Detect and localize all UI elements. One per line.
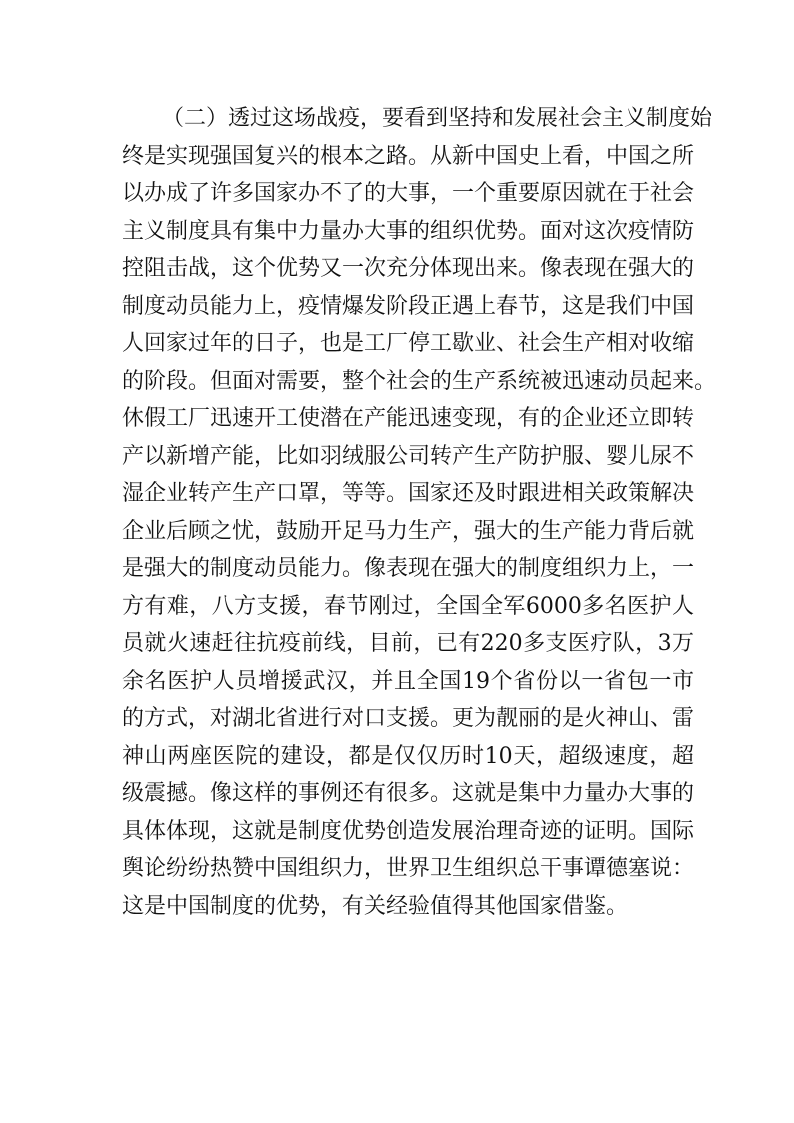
paragraph-line: 舆论纷纷热赞中国组织力，世界卫生组织总干事谭德塞说：	[122, 856, 695, 881]
paragraph-line: 余名医护人员增援武汉，并且全国19个省份以一省包一市	[122, 668, 694, 694]
paragraph-line: 方有难，八方支援，春节刚过，全国全军6000多名医护人	[122, 593, 694, 619]
paragraph-line: 级震撼。像这样的事例还有很多。这就是集中力量办大事的	[122, 781, 695, 806]
paragraph-line: 员就火速赶往抗疫前线，目前，已有220多支医疗队，3万	[122, 631, 694, 656]
paragraph-line: 的阶段。但面对需要，整个社会的生产系统被迅速动员起来。	[122, 368, 717, 394]
body-paragraph	[122, 100, 717, 925]
paragraph-line: 神山两座医院的建设，都是仅仅历时10天，超级速度，超	[122, 743, 694, 769]
paragraph-line: 湿企业转产生产口罩，等等。国家还及时跟进相关政策解决	[122, 481, 695, 506]
paragraph-line: 主义制度具有集中力量办大事的组织优势。面对这次疫情防	[122, 218, 695, 244]
paragraph-line: 是强大的制度动员能力。像表现在强大的制度组织力上，一	[122, 556, 695, 581]
paragraph-line: 终是实现强国复兴的根本之路。从新中国史上看，中国之所	[122, 143, 695, 169]
paragraph-line: 人回家过年的日子，也是工厂停工歇业、社会生产相对收缩	[122, 331, 695, 356]
paragraph-line: 产以新增产能，比如羽绒服公司转产生产防护服、婴儿尿不	[122, 443, 695, 469]
paragraph-line: 控阻击战，这个优势又一次充分体现出来。像表现在强大的	[122, 256, 695, 281]
paragraph-line: 以办成了许多国家办不了的大事，一个重要原因就在于社会	[122, 181, 695, 206]
paragraph-line: 具体体现，这就是制度优势创造发展治理奇迹的证明。国际	[122, 818, 695, 844]
paragraph-line: 这是中国制度的优势，有关经验值得其他国家借鉴。	[122, 893, 629, 919]
paragraph-line: 休假工厂迅速开工使潜在产能迅速变现，有的企业还立即转	[122, 406, 695, 431]
paragraph-line: 制度动员能力上，疫情爆发阶段正遇上春节，这是我们中国	[122, 293, 695, 319]
paragraph-line: 的方式，对湖北省进行对口支援。更为靓丽的是火神山、雷	[122, 706, 695, 731]
paragraph-line: 企业后顾之忧，鼓励开足马力生产，强大的生产能力背后就	[122, 518, 695, 544]
paragraph-line: （二）透过这场战疫，要看到坚持和发展社会主义制度始	[162, 106, 713, 131]
